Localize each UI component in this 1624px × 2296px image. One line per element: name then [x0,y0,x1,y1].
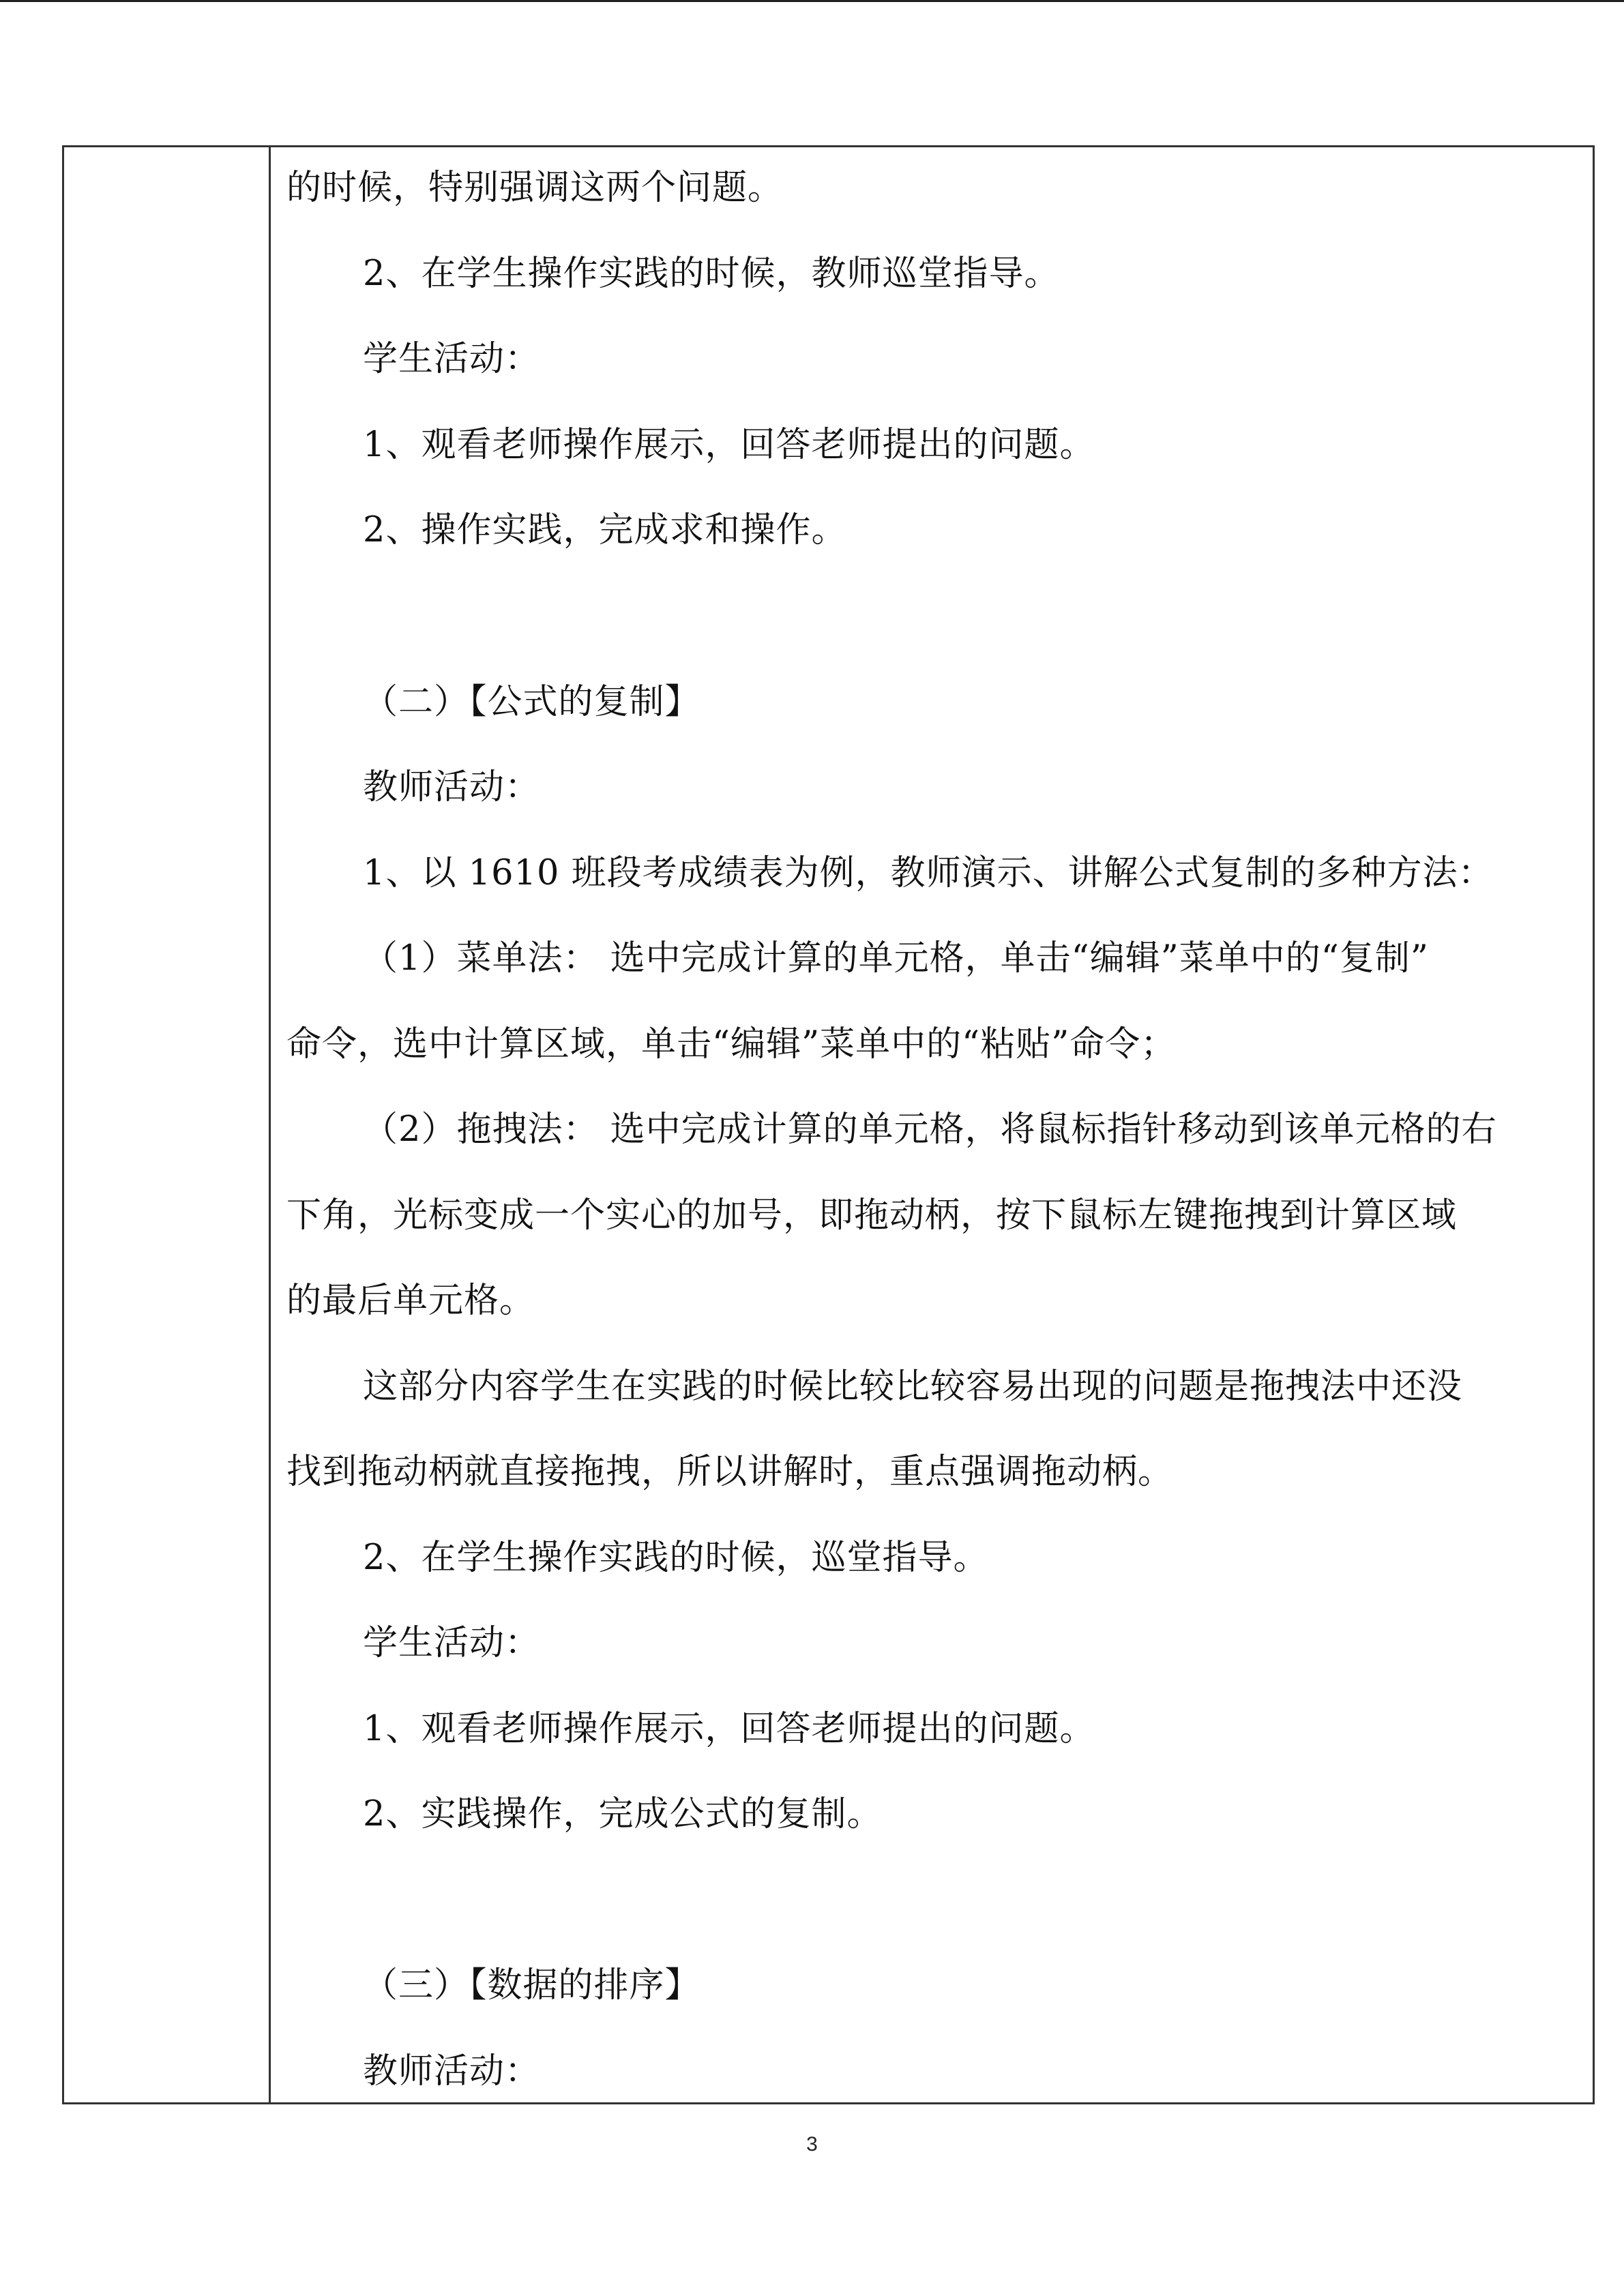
text-line: 2、在学生操作实践的时候，巡堂指导。 [363,1538,989,1578]
text-line: （2）拖拽法： 选中完成计算的单元格，将鼠标指针移动到该单元格的右 [363,1109,1497,1150]
text-line: 2、在学生操作实践的时候，教师巡堂指导。 [363,254,1060,294]
text-line: 学生活动： [363,1623,541,1663]
text-line: 2、实践操作，完成公式的复制。 [363,1794,883,1834]
text-line: 1、以 1610 班段考成绩表为例，教师演示、讲解公式复制的多种方法： [363,853,1494,893]
text-line: 1、观看老师操作展示，回答老师提出的问题。 [363,425,1095,465]
text-line: 的时候，特别强调这两个问题。 [286,168,784,208]
page-number: 3 [806,2133,818,2156]
text-line: 这部分内容学生在实践的时候比较比较容易出现的问题是拖拽法中还没 [363,1367,1463,1407]
text-line: 的最后单元格。 [286,1281,535,1321]
text-line: 教师活动： [363,2051,541,2091]
text-line: （1）菜单法： 选中完成计算的单元格，单击“编辑”菜单中的“复制” [363,938,1429,979]
text-line: 教师活动： [363,767,541,807]
page-top-border [0,0,1624,2]
section-heading: （二）【公式的复制】 [363,682,700,722]
text-line: 下角，光标变成一个实心的加号，即拖动柄，按下鼠标左键拖拽到计算区域 [286,1195,1458,1236]
text-line: 学生活动： [363,339,541,379]
text-line: 2、操作实践，完成求和操作。 [363,510,847,550]
table-left-column [64,147,271,2102]
text-line: 命令，选中计算区域，单击“编辑”菜单中的“粘贴”命令； [286,1024,1177,1064]
text-line: 1、观看老师操作展示，回答老师提出的问题。 [363,1709,1095,1749]
text-line: 找到拖动柄就直接拖拽，所以讲解时，重点强调拖动柄。 [286,1452,1174,1492]
section-heading: （三）【数据的排序】 [363,1965,700,2006]
